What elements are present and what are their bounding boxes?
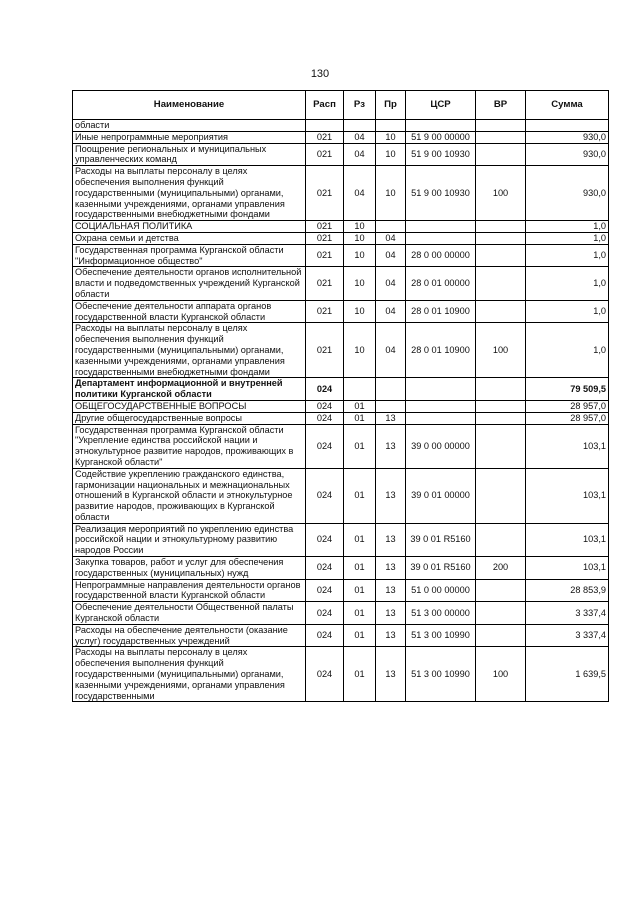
cell-rz: 10: [344, 221, 376, 233]
cell-rasp: 024: [306, 579, 344, 602]
cell-csr: 51 0 00 00000: [406, 579, 476, 602]
cell-rasp: 021: [306, 300, 344, 323]
cell-pr: 04: [376, 267, 406, 300]
cell-rz: 01: [344, 468, 376, 523]
cell-sum: 930,0: [526, 131, 609, 143]
cell-rasp: 024: [306, 647, 344, 702]
cell-rasp: 021: [306, 267, 344, 300]
cell-sum: 1,0: [526, 267, 609, 300]
table-row: [73, 232, 609, 244]
cell-sum: 28 853,9: [526, 579, 609, 602]
cell-sum: 79 509,5: [526, 378, 609, 401]
cell-rasp: 021: [306, 166, 344, 221]
table-row: [73, 468, 609, 523]
cell-rasp: 024: [306, 412, 344, 424]
cell-name: Содействие укреплению гражданского единства, гармонизации национальных и межнациональных отношений в Курганской области и этнокультурное развитие народов, проживающих в Курганской области: [73, 468, 306, 523]
cell-vr: [476, 244, 526, 267]
cell-pr: 04: [376, 300, 406, 323]
cell-sum: 1,0: [526, 244, 609, 267]
cell-pr: 13: [376, 624, 406, 647]
cell-rz: 01: [344, 523, 376, 556]
cell-sum: 1,0: [526, 300, 609, 323]
cell-sum: 103,1: [526, 468, 609, 523]
cell-pr: 04: [376, 323, 406, 378]
cell-pr: [376, 221, 406, 233]
cell-sum: 3 337,4: [526, 602, 609, 625]
cell-sum: 103,1: [526, 557, 609, 580]
cell-pr: [376, 120, 406, 132]
column-header-sum: Сумма: [526, 91, 609, 120]
cell-vr: [476, 143, 526, 166]
cell-name: Непрограммные направления деятельности органов государственной власти Курганской области: [73, 579, 306, 602]
cell-vr: [476, 232, 526, 244]
cell-name: Государственная программа Курганской области "Информационное общество": [73, 244, 306, 267]
column-header-name: Наименование: [73, 91, 306, 120]
cell-pr: 13: [376, 579, 406, 602]
cell-rz: 04: [344, 166, 376, 221]
table-row: [73, 378, 609, 401]
table-row: [73, 424, 609, 468]
cell-pr: [376, 400, 406, 412]
page-number: 130: [310, 68, 330, 80]
cell-csr: [406, 232, 476, 244]
cell-vr: [476, 523, 526, 556]
cell-vr: [476, 267, 526, 300]
cell-rasp: 021: [306, 131, 344, 143]
table-row: [73, 300, 609, 323]
cell-rz: 10: [344, 232, 376, 244]
cell-name: Обеспечение деятельности Общественной палаты Курганской области: [73, 602, 306, 625]
cell-vr: [476, 424, 526, 468]
cell-name: Обеспечение деятельности органов исполнительной власти и подведомственных учреждений Курганской области: [73, 267, 306, 300]
cell-pr: 13: [376, 557, 406, 580]
cell-rasp: 021: [306, 244, 344, 267]
cell-csr: 39 0 01 R5160: [406, 523, 476, 556]
cell-pr: 04: [376, 244, 406, 267]
table-row: [73, 602, 609, 625]
cell-pr: [376, 378, 406, 401]
cell-name: Департамент информационной и внутренней политики Курганской области: [73, 378, 306, 401]
cell-rasp: 024: [306, 602, 344, 625]
table-body: [73, 120, 609, 702]
cell-vr: 100: [476, 647, 526, 702]
cell-name: Охрана семьи и детства: [73, 232, 306, 244]
cell-vr: 100: [476, 166, 526, 221]
cell-rasp: 024: [306, 557, 344, 580]
cell-name: Иные непрограммные мероприятия: [73, 131, 306, 143]
column-header-pr: Пр: [376, 91, 406, 120]
table-row: [73, 166, 609, 221]
cell-csr: [406, 221, 476, 233]
cell-csr: 51 3 00 00000: [406, 602, 476, 625]
cell-rz: 01: [344, 624, 376, 647]
cell-sum: 3 337,4: [526, 624, 609, 647]
cell-sum: 103,1: [526, 424, 609, 468]
cell-vr: [476, 131, 526, 143]
cell-vr: [476, 221, 526, 233]
cell-pr: 13: [376, 412, 406, 424]
cell-rasp: 021: [306, 221, 344, 233]
cell-pr: 13: [376, 647, 406, 702]
cell-sum: 930,0: [526, 166, 609, 221]
cell-name: области: [73, 120, 306, 132]
cell-csr: 39 0 00 00000: [406, 424, 476, 468]
cell-pr: 13: [376, 468, 406, 523]
table-row: [73, 412, 609, 424]
table-row: [73, 400, 609, 412]
cell-vr: [476, 412, 526, 424]
cell-csr: 28 0 01 10900: [406, 323, 476, 378]
cell-csr: 28 0 01 00000: [406, 267, 476, 300]
cell-pr: 10: [376, 143, 406, 166]
cell-sum: 1,0: [526, 232, 609, 244]
cell-vr: [476, 378, 526, 401]
cell-vr: 200: [476, 557, 526, 580]
cell-rasp: 021: [306, 323, 344, 378]
cell-name: Обеспечение деятельности аппарата органов государственной власти Курганской области: [73, 300, 306, 323]
cell-name: ОБЩЕГОСУДАРСТВЕННЫЕ ВОПРОСЫ: [73, 400, 306, 412]
cell-rz: 04: [344, 131, 376, 143]
cell-csr: 39 0 01 R5160: [406, 557, 476, 580]
cell-rz: 04: [344, 143, 376, 166]
cell-rz: 01: [344, 400, 376, 412]
cell-csr: [406, 400, 476, 412]
cell-rasp: 024: [306, 468, 344, 523]
column-header-vr: ВР: [476, 91, 526, 120]
cell-vr: [476, 300, 526, 323]
table-row: [73, 624, 609, 647]
cell-pr: 04: [376, 232, 406, 244]
cell-pr: 13: [376, 424, 406, 468]
cell-name: Расходы на выплаты персоналу в целях обеспечения выполнения функций государственными (муниципальными) органами, казенными учреждениями, органами управления государственными: [73, 647, 306, 702]
cell-name: Расходы на выплаты персоналу в целях обеспечения выполнения функций государственными (муниципальными) органами, казенными учреждениями, органами управления государственными внебюджетными фондами: [73, 166, 306, 221]
cell-vr: [476, 624, 526, 647]
cell-rasp: [306, 120, 344, 132]
cell-name: Государственная программа Курганской области "Укрепление единства российской нации и этнокультурное развитие народов, проживающих в Курганской области": [73, 424, 306, 468]
cell-sum: 1,0: [526, 221, 609, 233]
cell-rz: 10: [344, 300, 376, 323]
cell-csr: 28 0 00 00000: [406, 244, 476, 267]
table-row: [73, 267, 609, 300]
cell-name: СОЦИАЛЬНАЯ ПОЛИТИКА: [73, 221, 306, 233]
cell-sum: 1 639,5: [526, 647, 609, 702]
cell-sum: [526, 120, 609, 132]
table-row: [73, 244, 609, 267]
cell-csr: 51 9 00 00000: [406, 131, 476, 143]
column-header-rz: Рз: [344, 91, 376, 120]
cell-name: Расходы на выплаты персоналу в целях обеспечения выполнения функций государственными (муниципальными) органами, казенными учреждениями, органами управления государственными внебюджетными фондами: [73, 323, 306, 378]
cell-csr: 51 3 00 10990: [406, 624, 476, 647]
cell-vr: [476, 400, 526, 412]
cell-name: Расходы на обеспечение деятельности (оказание услуг) государственных учреждений: [73, 624, 306, 647]
cell-name: Реализация мероприятий по укреплению единства российской нации и этнокультурному развитию народов России: [73, 523, 306, 556]
cell-rasp: 021: [306, 143, 344, 166]
cell-vr: [476, 579, 526, 602]
cell-csr: 39 0 01 00000: [406, 468, 476, 523]
cell-sum: 28 957,0: [526, 412, 609, 424]
cell-csr: 28 0 01 10900: [406, 300, 476, 323]
cell-csr: 51 9 00 10930: [406, 166, 476, 221]
cell-sum: 28 957,0: [526, 400, 609, 412]
cell-rz: 01: [344, 412, 376, 424]
table-row: [73, 120, 609, 132]
cell-pr: 13: [376, 523, 406, 556]
column-header-csr: ЦСР: [406, 91, 476, 120]
cell-rasp: 024: [306, 400, 344, 412]
cell-vr: [476, 602, 526, 625]
table-header-row: [73, 91, 609, 120]
cell-csr: 51 9 00 10930: [406, 143, 476, 166]
cell-csr: [406, 412, 476, 424]
cell-pr: 10: [376, 166, 406, 221]
cell-vr: 100: [476, 323, 526, 378]
cell-rz: 01: [344, 424, 376, 468]
cell-rasp: 024: [306, 378, 344, 401]
table-row: [73, 647, 609, 702]
cell-csr: 51 3 00 10990: [406, 647, 476, 702]
cell-rz: 01: [344, 647, 376, 702]
table-row: [73, 143, 609, 166]
cell-sum: 1,0: [526, 323, 609, 378]
cell-pr: 10: [376, 131, 406, 143]
cell-name: Поощрение региональных и муниципальных управленческих команд: [73, 143, 306, 166]
cell-csr: [406, 378, 476, 401]
cell-rz: 10: [344, 267, 376, 300]
cell-rasp: 024: [306, 624, 344, 647]
table-row: [73, 131, 609, 143]
cell-name: Закупка товаров, работ и услуг для обеспечения государственных (муниципальных) нужд: [73, 557, 306, 580]
table-row: [73, 221, 609, 233]
column-header-rasp: Расп: [306, 91, 344, 120]
cell-csr: [406, 120, 476, 132]
cell-vr: [476, 468, 526, 523]
table-row: [73, 579, 609, 602]
cell-rasp: 024: [306, 523, 344, 556]
cell-rasp: 021: [306, 232, 344, 244]
budget-table: [72, 90, 609, 702]
cell-sum: 930,0: [526, 143, 609, 166]
cell-rz: [344, 378, 376, 401]
cell-rz: 01: [344, 579, 376, 602]
cell-name: Другие общегосударственные вопросы: [73, 412, 306, 424]
cell-rz: 10: [344, 244, 376, 267]
table-row: [73, 323, 609, 378]
cell-rz: [344, 120, 376, 132]
table-row: [73, 523, 609, 556]
table-row: [73, 557, 609, 580]
cell-sum: 103,1: [526, 523, 609, 556]
cell-vr: [476, 120, 526, 132]
cell-rz: 01: [344, 602, 376, 625]
cell-rz: 10: [344, 323, 376, 378]
cell-pr: 13: [376, 602, 406, 625]
cell-rz: 01: [344, 557, 376, 580]
cell-rasp: 024: [306, 424, 344, 468]
